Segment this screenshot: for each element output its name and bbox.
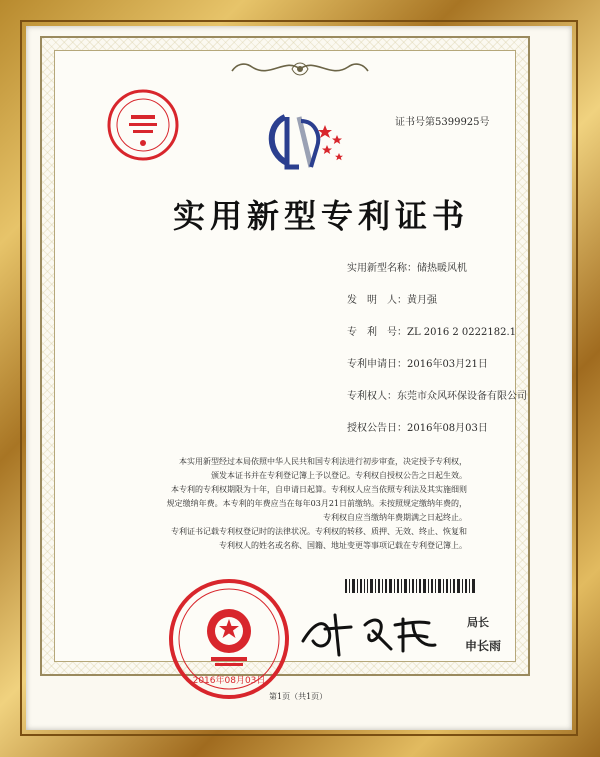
official-seal-stamp-icon bbox=[167, 577, 291, 701]
body-line: 规定缴纳年费。本专利的年费应当在每年03月21日前缴纳。未按照规定缴纳年费的， bbox=[166, 499, 467, 508]
barcode-icon bbox=[345, 579, 477, 593]
seal-date: 2016年08月03日 bbox=[192, 676, 266, 686]
top-seal-stamp-icon bbox=[105, 87, 181, 163]
body-line: 专利权人的姓名或名称、国籍、地址变更等事项记载在专利登记簿上。 bbox=[219, 541, 467, 550]
field-label: 授权公告日： bbox=[347, 423, 407, 434]
field-patentee bbox=[347, 387, 527, 402]
field-patent-number bbox=[347, 323, 516, 338]
body-line: 专利证书记载专利权登记时的法律状况。专利权的转移、质押、无效、终止、恢复和 bbox=[171, 527, 467, 536]
certificate-title: 实用新型专利证书 bbox=[173, 197, 470, 235]
certificate-border bbox=[40, 36, 530, 701]
field-value: 2016年03月21日 bbox=[407, 359, 488, 370]
field-value: 东莞市众风环保设备有限公司 bbox=[397, 391, 527, 402]
field-label: 专利权人： bbox=[347, 391, 397, 402]
field-label: 发 明 人： bbox=[347, 295, 407, 306]
director-title: 局长 bbox=[467, 616, 489, 629]
certificate-body-text bbox=[137, 455, 467, 553]
certificate-inner-border bbox=[54, 50, 527, 701]
field-inventor bbox=[347, 291, 437, 306]
field-label: 专 利 号： bbox=[347, 327, 407, 338]
certificate-number: 证书号第5399925号 bbox=[395, 117, 490, 128]
field-utility-model-name bbox=[347, 259, 467, 274]
director-signature-icon bbox=[295, 601, 445, 665]
patent-office-emblem-icon bbox=[265, 107, 351, 183]
body-line: 本专利的专利权期限为十年，自申请日起算。专利权人应当依照专利法及其实施细则 bbox=[171, 485, 467, 494]
ornament-flourish-icon bbox=[230, 55, 370, 83]
field-value: 黄月强 bbox=[407, 295, 437, 306]
page-number: 第1页（共1页） bbox=[269, 692, 328, 701]
director-name: 申长雨 bbox=[465, 639, 502, 653]
field-label: 专利申请日： bbox=[347, 359, 407, 370]
field-application-date bbox=[347, 355, 488, 370]
field-value: 2016年08月03日 bbox=[407, 423, 488, 434]
field-value: ZL 2016 2 0222182.1 bbox=[407, 327, 517, 338]
field-grant-date bbox=[347, 419, 488, 434]
body-line: 专利权自应当缴纳年费期满之日起终止。 bbox=[323, 513, 467, 522]
field-label: 实用新型名称： bbox=[347, 263, 417, 274]
body-line: 本实用新型经过本局依照中华人民共和国专利法进行初步审查，决定授予专利权， bbox=[179, 457, 467, 466]
field-value: 储热暖风机 bbox=[417, 263, 467, 274]
body-line: 颁发本证书并在专利登记簿上予以登记。专利权自授权公告之日起生效。 bbox=[211, 471, 467, 480]
